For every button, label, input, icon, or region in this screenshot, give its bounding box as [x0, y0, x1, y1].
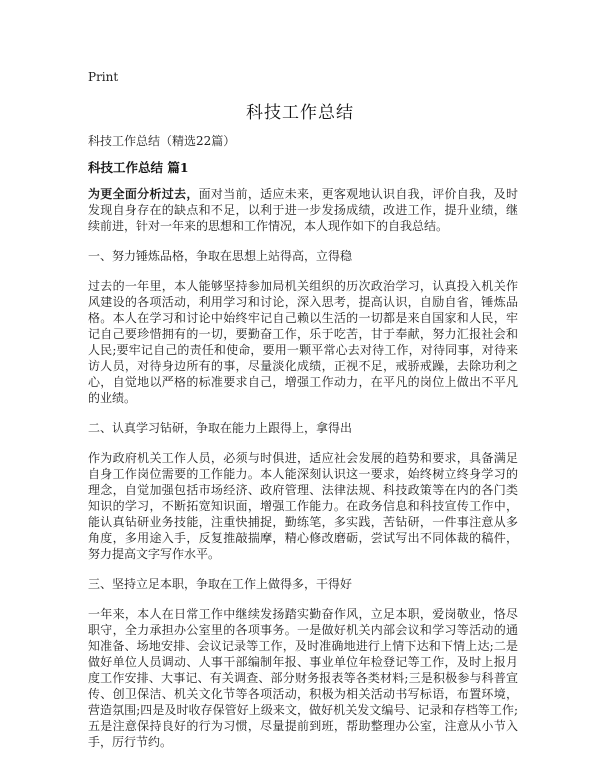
section-heading: 科技工作总结 篇1	[88, 160, 189, 175]
heading-one: 一、努力锤炼品格，争取在思想上站得高，立得稳	[88, 249, 353, 263]
paragraph-one: 过去的一年里，本人能够坚持参加局机关组织的历次政治学习，认真投入机关作风建设的各项活动，利用学习和讨论，深入思考，提高认识，自励自省，锤炼品格。本人在学习和讨论中始终牢记自己赖以生活的一切都是来自国家和人民，牢记自己要珍惜拥有的一切，要勤奋工作，乐于吃苦，甘于奉献，努力汇报社会和人民;要牢记自己的责任和使命，要用一颗平常心去对待工作，对待同事，对待来访人员，对待身边所有的事，尽量淡化成绩，正视不足，戒骄戒躁，去除功利之心，自觉地以严格的标准要求自己，增强工作动力，在平凡的岗位上做出不平凡的业绩。	[88, 279, 518, 405]
intro-lead: 为更全面分析过去，	[88, 187, 199, 201]
intro-paragraph	[88, 186, 518, 234]
paragraph-three: 一年来，本人在日常工作中继续发扬踏实勤奋作风，立足本职，爱岗敬业，恪尽职守，全力承担办公室里的各项事务。一是做好机关内部会议和学习等活动的通知准备、场地安排、会议记录等工作，及时准确地进行上情下达和下情上达;二是做好单位人员调动、人事干部编制年报、事业单位年检登记等工作，及时上报月度工作安排、大事记、有关调查、部分财务报表等各类材料;三是积极参与科普宣传、创卫保洁、机关文化节等各项活动，积极为相关活动书写标语，布置环境，营造氛围;四是及时收存保管好上级来文，做好机关发文编号、记录和存档等工作;五是注意保持良好的行为习惯，尽量提前到班，帮助整理办公室，注意从小节入手，厉行节约。	[88, 607, 518, 749]
heading-two: 二、认真学习钻研，争取在能力上跟得上，拿得出	[88, 421, 353, 435]
print-link[interactable]: Print	[88, 70, 119, 84]
paragraph-two: 作为政府机关工作人员，必须与时俱进，适应社会发展的趋势和要求，具备满足自身工作岗位需要的工作能力。本人能深刻认识这一要求，始终树立终身学习的理念，自觉加强包括市场经济、政府管理、法律法规、科技政策等在内的各门类知识的学习，不断拓宽知识面，增强工作能力。在政务信息和科技宣传工作中，能认真钻研业务技能，注重快捕捉，勤练笔，多实践，苦钻研，一件事注意从多角度，多用途入手，反复推敲揣摩，精心修改磨砺，尝试写出不同体裁的稿件，努力提高文字写作水平。	[88, 451, 518, 561]
heading-three: 三、坚持立足本职，争取在工作上做得多，干得好	[88, 577, 353, 591]
document-body	[88, 186, 518, 750]
page-title: 科技工作总结	[246, 103, 354, 123]
document-subtitle: 科技工作总结（精选22篇）	[88, 134, 236, 148]
intro-text: 面对当前，适应未来，更客观地认识自我，评价自我，及时发现自身存在的缺点和不足，以利于进一步发扬成绩，改进工作，提升业绩，继续前进，针对一年来的思想和工作情况，本人现作如下的自我总结。	[88, 187, 518, 233]
